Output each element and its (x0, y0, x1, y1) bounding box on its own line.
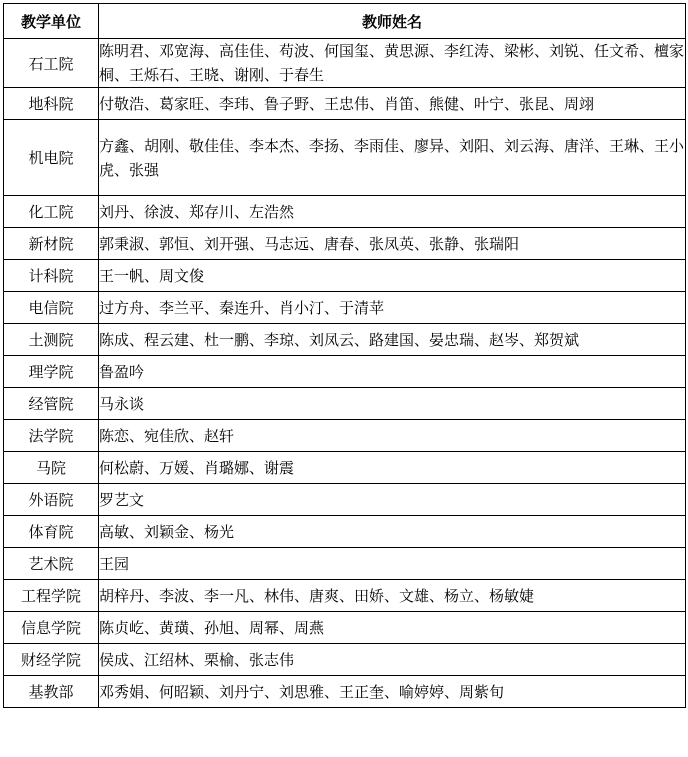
names-cell: 邓秀娟、何昭颖、刘丹宁、刘思雅、王正奎、喻婷婷、周紫旬 (99, 676, 686, 708)
table-row (4, 516, 686, 548)
unit-cell: 机电院 (4, 120, 99, 196)
table-row (4, 484, 686, 516)
unit-cell: 体育院 (4, 516, 99, 548)
table-row (4, 580, 686, 612)
names-cell: 何松蔚、万媛、肖璐娜、谢震 (99, 452, 686, 484)
unit-cell: 计科院 (4, 260, 99, 292)
unit-cell: 法学院 (4, 420, 99, 452)
unit-cell: 基教部 (4, 676, 99, 708)
names-cell: 罗艺文 (99, 484, 686, 516)
names-cell: 高敏、刘颖金、杨光 (99, 516, 686, 548)
names-cell: 过方舟、李兰平、秦连升、肖小汀、于清苹 (99, 292, 686, 324)
unit-cell: 石工院 (4, 39, 99, 88)
names-cell: 胡梓丹、李波、李一凡、林伟、唐爽、田娇、文雄、杨立、杨敏婕 (99, 580, 686, 612)
names-cell: 方鑫、胡刚、敬佳佳、李本杰、李扬、李雨佳、廖异、刘阳、刘云海、唐洋、王琳、王小虎、张强 (99, 120, 686, 196)
table-row (4, 356, 686, 388)
names-cell: 陈恋、宛佳欣、赵轩 (99, 420, 686, 452)
names-cell: 侯成、江绍林、栗榆、张志伟 (99, 644, 686, 676)
table-row (4, 260, 686, 292)
table-row (4, 644, 686, 676)
unit-cell: 经管院 (4, 388, 99, 420)
unit-cell: 外语院 (4, 484, 99, 516)
table-row (4, 420, 686, 452)
table-row (4, 39, 686, 88)
table-row (4, 388, 686, 420)
names-cell: 陈贞屹、黄璜、孙旭、周幂、周燕 (99, 612, 686, 644)
names-cell: 陈成、程云建、杜一鹏、李琼、刘凤云、路建国、晏忠瑞、赵岑、郑贺斌 (99, 324, 686, 356)
unit-cell: 马院 (4, 452, 99, 484)
names-cell: 陈明君、邓宽海、高佳佳、苟波、何国玺、黄思源、李红涛、梁彬、刘锐、任文希、檀家桐、王烁石、王晓、谢刚、于春生 (99, 39, 686, 88)
names-cell: 王一帆、周文俊 (99, 260, 686, 292)
unit-cell: 电信院 (4, 292, 99, 324)
unit-cell: 工程学院 (4, 580, 99, 612)
table-row (4, 452, 686, 484)
names-cell: 付敬浩、葛家旺、李玮、鲁子野、王忠伟、肖笛、熊健、叶宁、张昆、周翊 (99, 88, 686, 120)
unit-cell: 化工院 (4, 196, 99, 228)
table-row (4, 228, 686, 260)
unit-cell: 新材院 (4, 228, 99, 260)
names-cell: 鲁盈吟 (99, 356, 686, 388)
table-row (4, 548, 686, 580)
unit-cell: 艺术院 (4, 548, 99, 580)
table-row (4, 612, 686, 644)
unit-cell: 土测院 (4, 324, 99, 356)
names-cell: 马永谈 (99, 388, 686, 420)
teacher-roster-table (3, 3, 686, 708)
header-names: 教师姓名 (99, 4, 686, 39)
unit-cell: 地科院 (4, 88, 99, 120)
header-row (4, 4, 686, 39)
table-row (4, 292, 686, 324)
table-row (4, 676, 686, 708)
table-row (4, 196, 686, 228)
header-unit: 教学单位 (4, 4, 99, 39)
table-row (4, 120, 686, 196)
names-cell: 刘丹、徐波、郑存川、左浩然 (99, 196, 686, 228)
table-row (4, 88, 686, 120)
names-cell: 郭秉淑、郭恒、刘开强、马志远、唐春、张凤英、张静、张瑞阳 (99, 228, 686, 260)
table-row (4, 324, 686, 356)
unit-cell: 信息学院 (4, 612, 99, 644)
unit-cell: 理学院 (4, 356, 99, 388)
names-cell: 王园 (99, 548, 686, 580)
unit-cell: 财经学院 (4, 644, 99, 676)
